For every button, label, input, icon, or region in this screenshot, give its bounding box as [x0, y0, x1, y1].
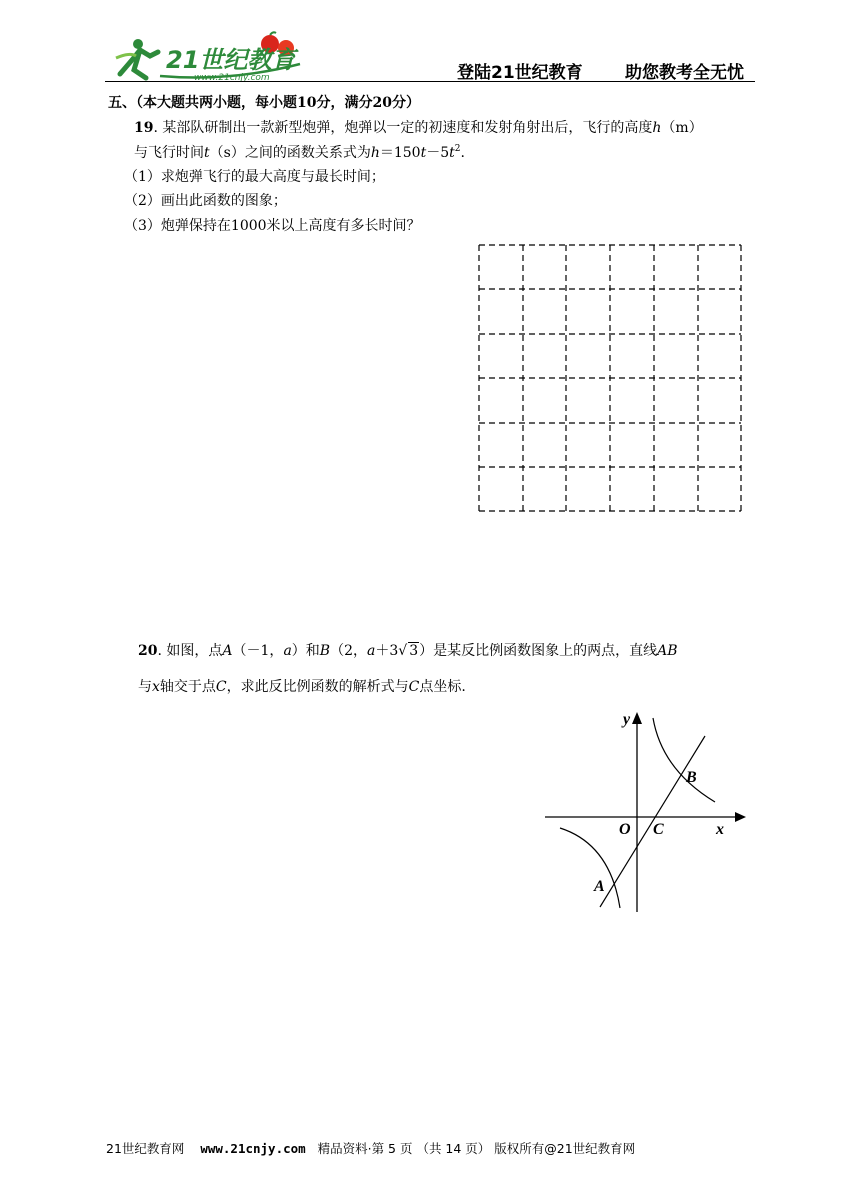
q20-line-1: [138, 640, 678, 660]
footer-page-info: 精品资料·第 5 页 （共 14 页） 版权所有@21世纪教育网: [317, 1141, 636, 1156]
logo: [110, 30, 310, 84]
label-A: A: [594, 878, 605, 895]
label-x: x: [716, 821, 724, 838]
var-a-1: a: [283, 643, 292, 659]
label-C: C: [653, 821, 664, 838]
q20-text-10: 点坐标.: [419, 679, 466, 695]
header-rule: [105, 81, 755, 82]
hyperbola-branch-3: [560, 828, 620, 908]
q20-text-5: ＋3: [375, 643, 399, 659]
q19-sub-1: （1）求炮弹飞行的最大高度与最长时间；: [124, 169, 385, 185]
eq-t2: t: [449, 145, 455, 161]
q20-text-1: . 如图，点: [157, 643, 223, 659]
footer: [106, 1139, 635, 1157]
q20-text-4: （2，: [330, 643, 368, 659]
point-B: B: [319, 643, 331, 659]
q20-text-3: ）和: [291, 643, 320, 659]
var-x: x: [152, 679, 160, 695]
eq-h: h: [370, 145, 380, 161]
unit-m: （m）: [661, 120, 703, 136]
logo-url: www.21cnjy.com: [194, 73, 270, 83]
point-C-2: C: [408, 679, 420, 695]
hyperbola-branch-1: [653, 718, 715, 802]
label-O: O: [619, 821, 631, 838]
point-A: A: [222, 643, 233, 659]
q20-text-7: 与: [138, 679, 152, 695]
q19-sub-3: （3）炮弹保持在1000米以上高度有多长时间？: [124, 218, 421, 234]
answer-grid-svg: [478, 244, 742, 512]
q19-number: 19: [134, 120, 154, 136]
footer-site: 21世纪教育网: [106, 1141, 185, 1156]
q19-line-1: [134, 117, 703, 137]
q20-text-2: （－1，: [232, 643, 284, 659]
q19-text-1: . 某部队研制出一款新型炮弹，炮弹以一定的初速度和发射角射出后，飞行的高度: [153, 120, 653, 136]
hyperbola-svg: [540, 700, 760, 912]
sqrt-symbol: √ 3: [398, 643, 419, 659]
hyperbola-figure: [540, 700, 760, 912]
q20-text-6: ）是某反比例函数图象上的两点，直线: [419, 643, 658, 659]
q20-number: 20: [138, 643, 158, 659]
q19-line-2: [134, 142, 465, 162]
q20-text-8: 轴交于点: [159, 679, 216, 695]
q19-text-2a: 与飞行时间: [134, 145, 204, 161]
q19-sub-2: （2）画出此函数的图象；: [124, 193, 287, 209]
x-axis-arrow: [735, 812, 746, 822]
point-C: C: [215, 679, 227, 695]
line-AB: AB: [657, 643, 678, 659]
eq-minus: －5: [426, 145, 450, 161]
logo-graphic: [110, 30, 310, 84]
q20-text-9: ，求此反比例函数的解析式与: [226, 679, 409, 695]
logo-text: 21世纪教育: [166, 46, 296, 74]
slogan-right: 助您教考全无忧: [625, 63, 744, 83]
eq-exponent: 2: [454, 144, 461, 154]
eq-t1: t: [420, 145, 427, 161]
footer-url[interactable]: www.21cnjy.com: [200, 1141, 306, 1156]
eq-mid: ＝150: [379, 145, 421, 161]
slogan-left: 登陆21世纪教育: [457, 63, 583, 83]
answer-grid: [478, 244, 742, 512]
section-title: 五、（本大题共两小题，每小题10分，满分20分）: [108, 95, 420, 111]
var-t: t: [204, 145, 210, 161]
var-a-2: a: [367, 643, 376, 659]
var-h: h: [652, 120, 662, 136]
y-axis-arrow: [632, 712, 642, 724]
label-B: B: [686, 769, 697, 786]
q20-line-2: [138, 676, 466, 696]
sqrt-radicand: 3: [409, 643, 419, 659]
eq-end: .: [460, 145, 465, 161]
q19-text-2b: （s）之间的函数关系式为: [209, 145, 371, 161]
label-y: y: [623, 711, 631, 728]
